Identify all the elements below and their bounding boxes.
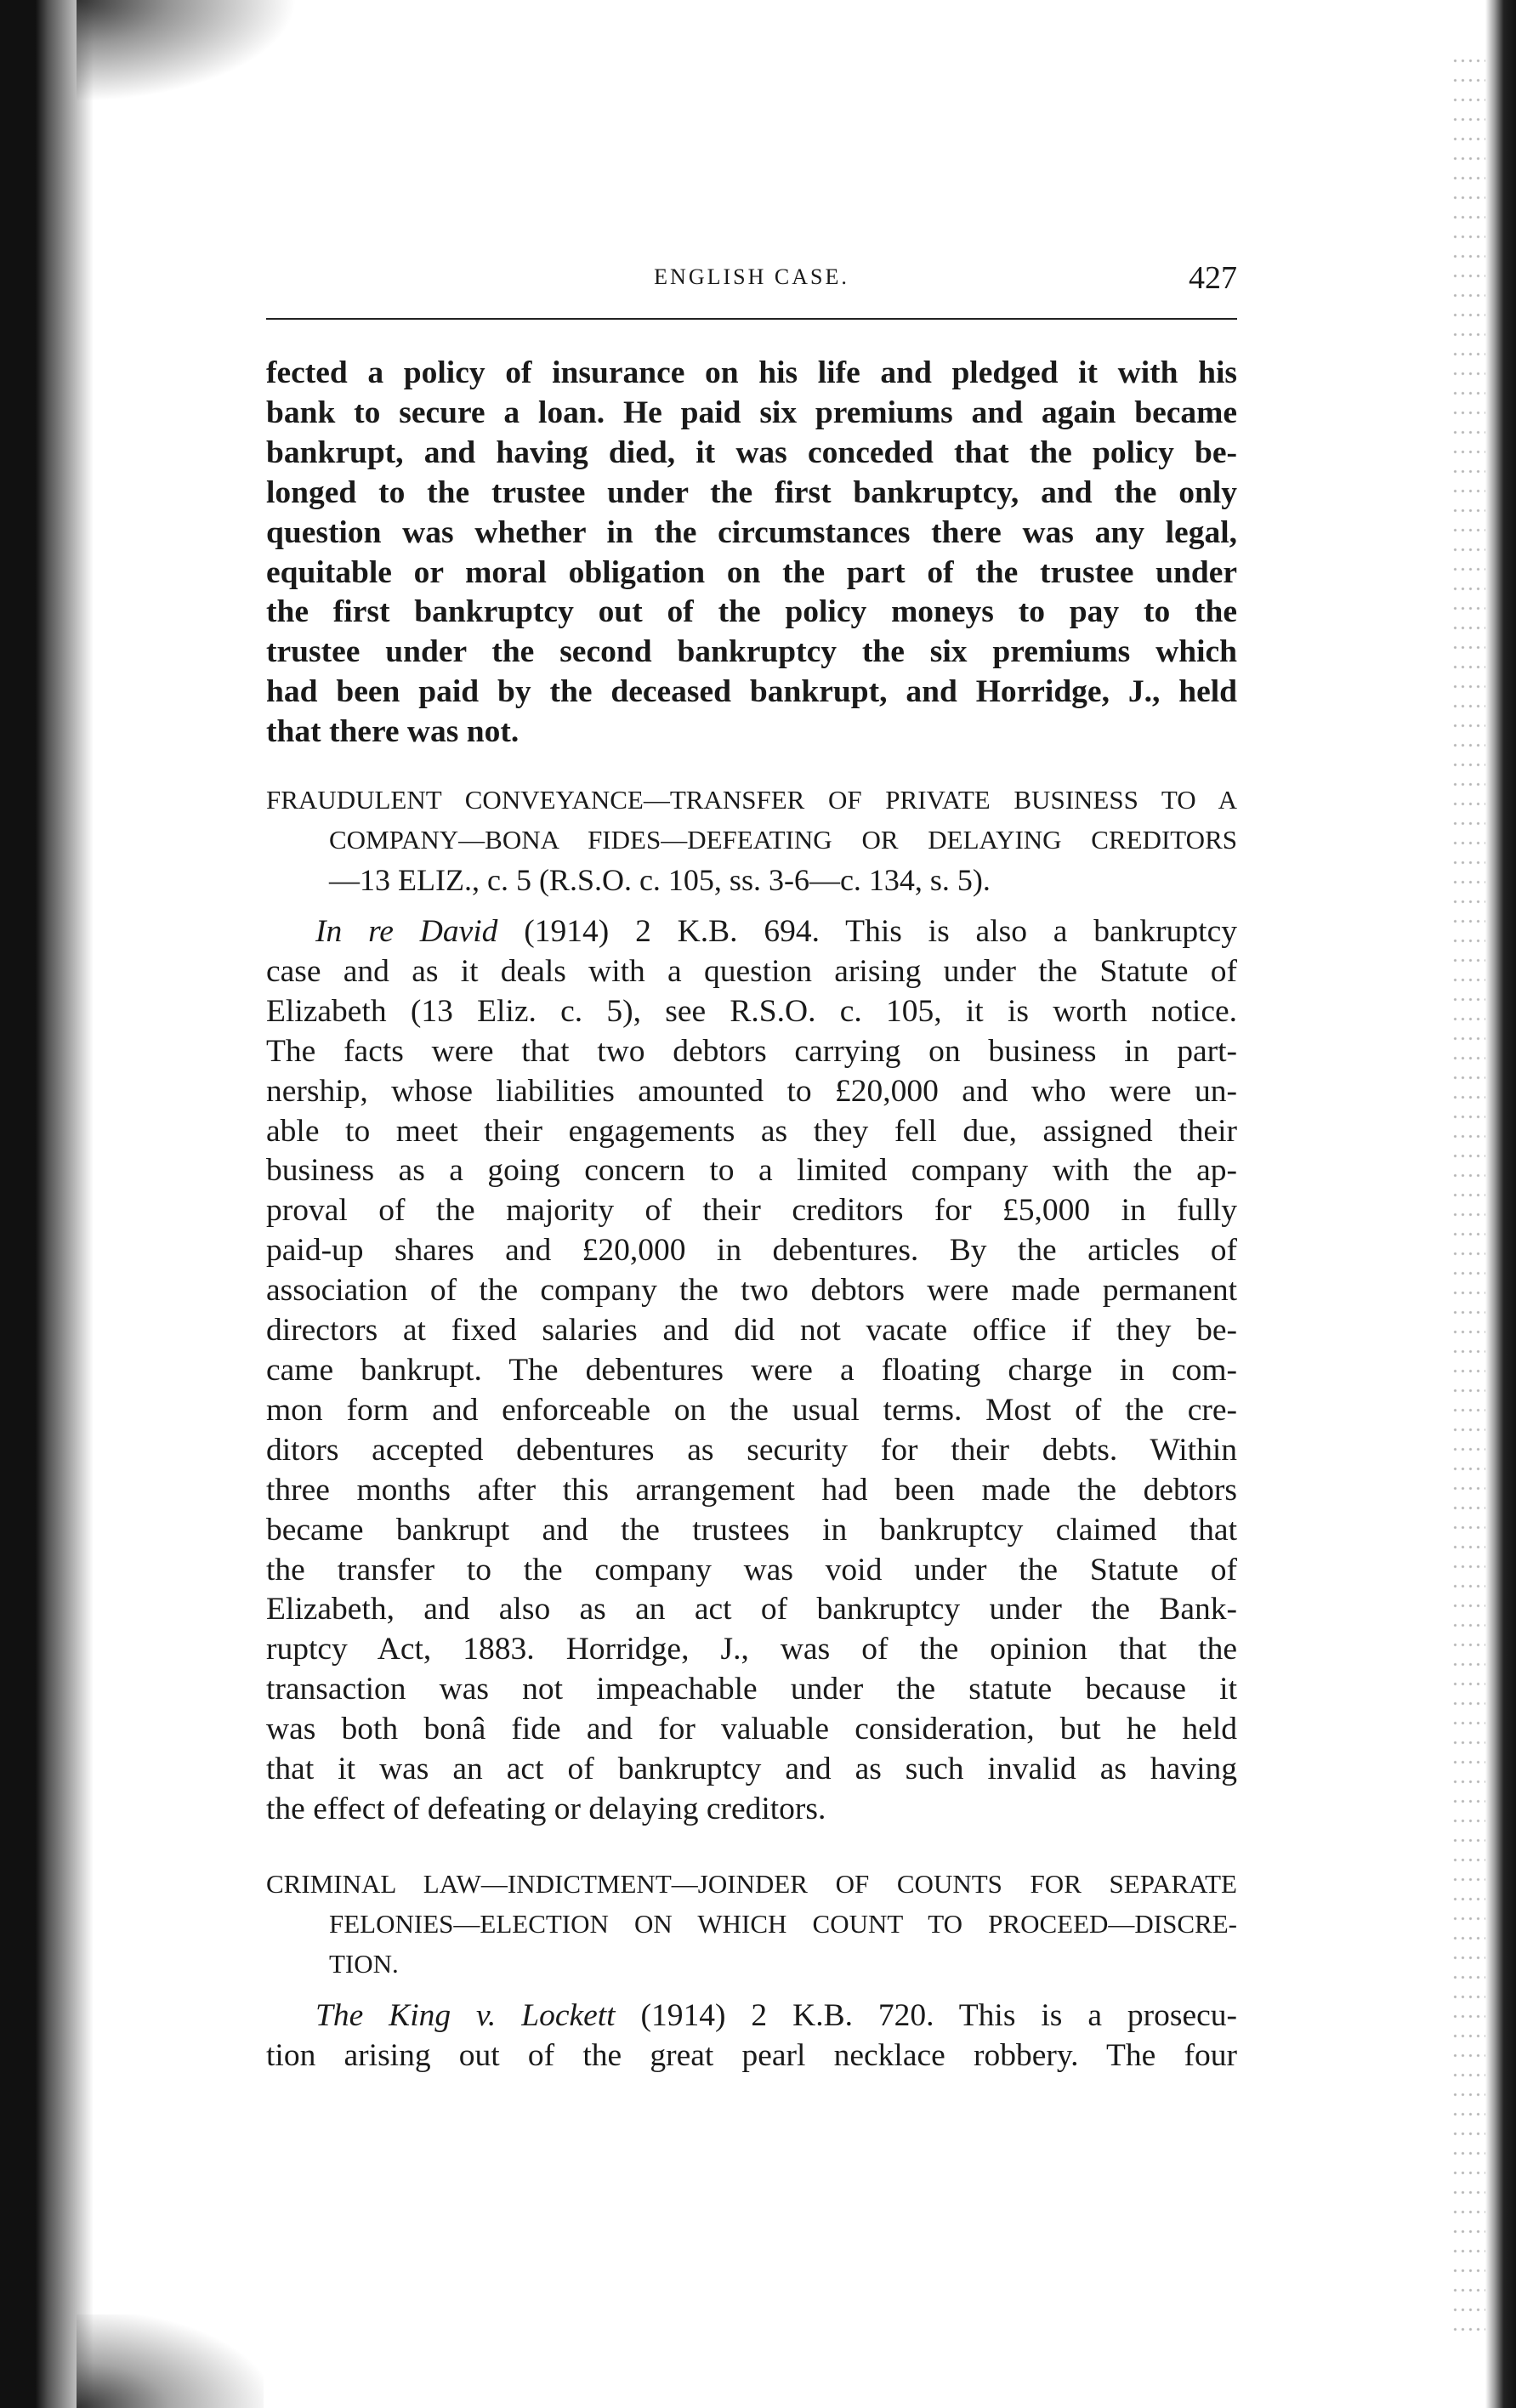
text-line: came bankrupt. The debentures were a floating charge in com-: [266, 1352, 1237, 1388]
text-line: mon form and enforceable on the usual terms. Most of the cre-: [266, 1392, 1237, 1428]
case-paragraph: [266, 1996, 1237, 2076]
text-line: tion arising out of the great pearl necklace robbery. The four: [266, 2037, 1237, 2073]
running-head: ENGLISH CASE.: [654, 264, 849, 289]
text-line: had been paid by the deceased bankrupt, and Horridge, J., held: [266, 674, 1237, 710]
text-line: three months after this arrangement had been made the debtors: [266, 1472, 1237, 1508]
page-edge-right: [1485, 0, 1516, 2408]
text-line: able to meet their engagements as they fell due, assigned their: [266, 1113, 1237, 1149]
case-name: The King v. Lockett: [315, 1998, 616, 2033]
text-line: transaction was not impeachable under the statute because it: [266, 1672, 1237, 1707]
text-line: case and as it deals with a question arising under the Statute of: [266, 953, 1237, 989]
section-heading: [266, 781, 1237, 900]
text-line: [266, 912, 1237, 952]
page-edge-speckles: [1451, 51, 1485, 2347]
heading-line: FELONIES—ELECTION ON WHICH COUNT TO PROCEED—DISCRE-: [329, 1908, 1237, 1939]
section-heading: [266, 1865, 1237, 1985]
text-line: Elizabeth (13 Eliz. c. 5), see R.S.O. c. 105, it is worth notice.: [266, 993, 1237, 1029]
text-line: The facts were that two debtors carrying on business in part-: [266, 1033, 1237, 1069]
text-line: the effect of defeating or delaying creditors.: [266, 1791, 826, 1826]
text-line: bank to secure a loan. He paid six premiums and again became: [266, 395, 1237, 430]
text-line: proval of the majority of their creditors for £5,000 in fully: [266, 1193, 1237, 1229]
case-citation: (1914) 2 K.B. 720. This is a prosecu-: [615, 1998, 1237, 2033]
text-line: became bankrupt and the trustees in bankruptcy claimed that: [266, 1512, 1237, 1548]
binding-shadow-left-top: [77, 0, 298, 102]
text-line: directors at fixed salaries and did not vacate office if they be-: [266, 1313, 1237, 1349]
text-line: that there was not.: [266, 714, 520, 750]
binding-shadow-left-bottom: [77, 2314, 264, 2408]
heading-line: CRIMINAL LAW—INDICTMENT—JOINDER OF COUNTS FOR SEPARATE: [266, 1869, 1237, 1899]
text-line: Elizabeth, and also as an act of bankruptcy under the Bank-: [266, 1592, 1237, 1627]
text-line: question was whether in the circumstances there was any legal,: [266, 514, 1237, 550]
page-number: 427: [1189, 260, 1237, 296]
text-line: [266, 1996, 1237, 2036]
text-line: was both bonâ fide and for valuable consideration, but he held: [266, 1712, 1237, 1747]
heading-line: TION.: [329, 1948, 399, 1979]
text-line: the transfer to the company was void under the Statute of: [266, 1552, 1237, 1587]
text-line: the first bankruptcy out of the policy moneys to pay to the: [266, 594, 1237, 630]
text-line: fected a policy of insurance on his life and pledged it with his: [266, 355, 1237, 390]
text-line: ruptcy Act, 1883. Horridge, J., was of the opinion that the: [266, 1632, 1237, 1667]
text-line: bankrupt, and having died, it was conceded that the policy be-: [266, 434, 1237, 470]
header-rule: [266, 318, 1237, 320]
text-line: business as a going concern to a limited company with the ap-: [266, 1153, 1237, 1189]
text-line: ditors accepted debentures as security for their debts. Within: [266, 1432, 1237, 1468]
text-line: trustee under the second bankruptcy the six premiums which: [266, 634, 1237, 670]
paragraph-continuation: [266, 354, 1237, 752]
text-line: that it was an act of bankruptcy and as such invalid as having: [266, 1752, 1237, 1787]
heading-line: FRAUDULENT CONVEYANCE—TRANSFER OF PRIVATE BUSINESS TO A: [266, 785, 1237, 815]
case-citation: (1914) 2 K.B. 694. This is also a bankruptcy: [497, 914, 1237, 949]
page-header: [266, 260, 1237, 307]
case-name: In re David: [315, 914, 498, 949]
text-line: nership, whose liabilities amounted to £20,000 and who were un-: [266, 1073, 1237, 1109]
text-line: equitable or moral obligation on the part of the trustee under: [266, 554, 1237, 590]
text-line: association of the company the two debtors were made permanent: [266, 1273, 1237, 1309]
text-line: longed to the trustee under the first bankruptcy, and the only: [266, 474, 1237, 510]
text-line: paid-up shares and £20,000 in debentures. By the articles of: [266, 1233, 1237, 1269]
binding-shadow-left: [0, 0, 94, 2408]
case-paragraph: [266, 912, 1237, 1830]
heading-line: —13 ELIZ., c. 5 (R.S.O. c. 105, ss. 3-6—c. 134, s. 5).: [329, 862, 991, 897]
heading-line: COMPANY—BONA FIDES—DEFEATING OR DELAYING CREDITORS: [329, 824, 1237, 855]
